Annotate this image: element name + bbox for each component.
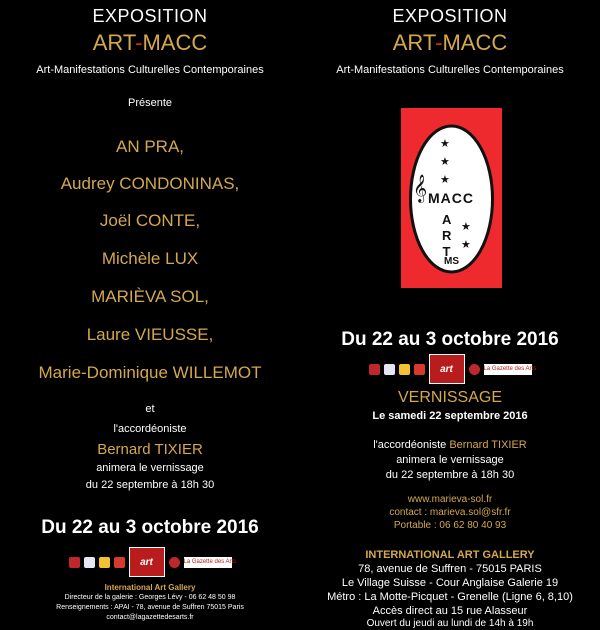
star-icon: ★	[461, 221, 471, 233]
website-link[interactable]: www.marieva-sol.fr	[407, 494, 493, 505]
artist-2: Audrey CONDONINAS,	[60, 174, 240, 193]
right-exposition-heading: EXPOSITION	[392, 6, 508, 26]
art-gallery-logo: art	[429, 354, 465, 384]
poster-macc-text: MACC	[428, 190, 474, 206]
sponsor-logo-4	[114, 557, 125, 568]
artist-5: MARIÈVA SOL,	[91, 287, 209, 306]
left-animera: animera le vernissage	[96, 462, 204, 474]
gazette-logo: La Gazette des Arts	[184, 557, 232, 568]
right-sponsor-logos	[300, 354, 600, 384]
right-brand-logo	[300, 30, 600, 56]
right-brand-dash: -	[435, 30, 443, 55]
left-musician-name: Bernard TIXIER	[97, 441, 203, 458]
star-icon: ★	[440, 174, 450, 186]
portable-phone: Portable : 06 62 80 40 93	[393, 520, 507, 531]
right-brand-art: ART	[392, 30, 436, 55]
star-icon: ★	[461, 239, 471, 251]
left-brand-macc: MACC	[142, 30, 208, 55]
sponsor-logo-1	[369, 364, 380, 375]
sponsor-logo-5	[169, 557, 180, 568]
right-accordeoniste: l'accordéoniste	[373, 439, 447, 451]
right-vernissage-date: du 22 septembre à 18h 30	[385, 469, 515, 481]
sponsor-logo-4	[414, 364, 425, 375]
left-et: et	[145, 403, 155, 415]
opening-hours: Ouvert du jeudi au lundi de 14h à 19h	[366, 618, 534, 629]
sponsor-logo-2	[384, 364, 395, 375]
left-sponsor-logos	[0, 547, 300, 577]
left-subtitle: Art-Manifestations Culturelles Contemporaines	[36, 64, 264, 76]
art-gallery-logo: art	[129, 547, 165, 577]
left-brand-dash: -	[135, 30, 143, 55]
macc-poster	[401, 108, 502, 288]
right-animera: animera le vernissage	[396, 454, 504, 466]
sponsor-logo-3	[399, 364, 410, 375]
treble-clef-icon: 𝄞	[413, 174, 428, 202]
gazette-logo: La Gazette des Arts	[484, 364, 532, 375]
vernissage-day: Le samedi 22 septembre 2016	[372, 410, 528, 422]
left-info: Renseignements : APAI - 78, avenue de Suffren 75015 Paris	[56, 604, 244, 611]
right-musician-name: Bernard TIXIER	[449, 439, 527, 451]
star-icon: ★	[440, 138, 450, 150]
left-exposition-heading: EXPOSITION	[92, 6, 208, 26]
artist-6: Laure VIEUSSE,	[86, 325, 214, 344]
left-vernissage-date: du 22 septembre à 18h 30	[85, 479, 215, 491]
right-subtitle: Art-Manifestations Culturelles Contemporaines	[336, 64, 564, 76]
vernissage-title: VERNISSAGE	[397, 389, 503, 406]
right-musician-line	[300, 439, 600, 451]
artist-1: AN PRA,	[115, 137, 185, 156]
left-gallery-name: International Art Gallery	[104, 583, 196, 592]
left-brand-logo	[0, 30, 300, 56]
left-director: Directeur de la galerie : Georges Lévy - 06 62 48 50 98	[64, 594, 236, 601]
poster-ms-text: MS	[444, 256, 459, 267]
left-presente: Présente	[127, 97, 173, 109]
access-line: Accès direct au 15 rue Alasseur	[372, 605, 528, 617]
poster-art-text: ART	[442, 212, 457, 259]
artist-4: Michèle LUX	[101, 249, 199, 268]
star-icon: ★	[440, 156, 450, 168]
left-email: contact@lagazettedesarts.fr	[106, 614, 194, 621]
artist-3: Joël CONTE,	[99, 211, 201, 230]
artist-7: Marie-Dominique WILLEMOT	[38, 363, 262, 382]
address-line-2: Le Village Suisse - Cour Anglaise Galerie 19	[341, 577, 559, 589]
left-exhibition-dates: Du 22 au 3 octobre 2016	[41, 517, 259, 538]
left-brand-art: ART	[92, 30, 136, 55]
sponsor-logo-2	[84, 557, 95, 568]
right-brand-macc: MACC	[442, 30, 508, 55]
contact-email[interactable]: contact : marieva.sol@sfr.fr	[389, 507, 511, 518]
address-line-1: 78, avenue de Suffren - 75015 PARIS	[358, 563, 542, 575]
left-accordeoniste: l'accordéoniste	[113, 423, 187, 435]
sponsor-logo-3	[99, 557, 110, 568]
metro-line: Métro : La Motte-Picquet - Grenelle (Ligne 6, 8,10)	[327, 591, 573, 603]
sponsor-logo-5	[469, 364, 480, 375]
right-exhibition-dates: Du 22 au 3 octobre 2016	[341, 329, 559, 350]
right-gallery-name: INTERNATIONAL ART GALLERY	[365, 549, 535, 561]
sponsor-logo-1	[69, 557, 80, 568]
